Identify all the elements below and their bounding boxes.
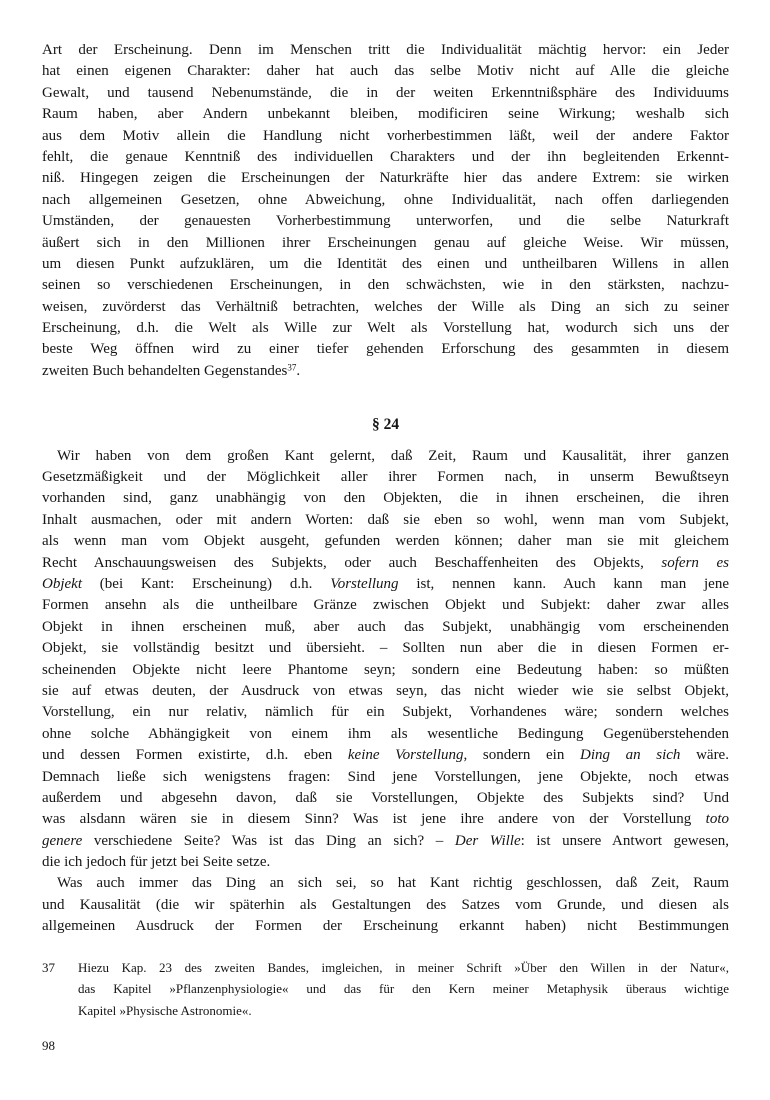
text-segment: ohne solche Abhängigkeit von einem ihm als wesentliche Bedingung Gegenüberstehenden bbox=[42, 725, 729, 742]
text-line bbox=[42, 211, 729, 232]
text-segment: ist, nennen kann. Auch kann man jene bbox=[398, 575, 730, 592]
text-segment: Recht Anschauungsweisen des Subjekts, oder auch Beschaffenheiten des Objekts, bbox=[42, 554, 662, 571]
text-segment: weisen, zuvörderst das Verhältniß betrachten, welches der Wille als Ding an sich zu seiner bbox=[42, 298, 729, 315]
text-line bbox=[42, 339, 729, 360]
text-line bbox=[42, 467, 729, 488]
text-segment: keine Vorstellung bbox=[347, 747, 464, 764]
text-segment: Ding an sich bbox=[579, 747, 681, 764]
text-line bbox=[42, 595, 729, 616]
text-segment: vorhanden sind, ganz unabhängig von den Objekten, die in ihnen erscheinen, die ihren bbox=[42, 490, 729, 507]
text-line bbox=[42, 873, 729, 894]
text-segment: verschiedene Seite? Was ist das Ding an sich? – bbox=[82, 832, 455, 849]
text-line bbox=[42, 318, 729, 339]
text-line bbox=[42, 702, 729, 723]
text-line bbox=[42, 531, 729, 552]
text-segment: sofern es bbox=[661, 554, 729, 571]
text-segment: Objekt bbox=[42, 575, 82, 592]
text-line bbox=[42, 767, 729, 788]
text-segment: (bei Kant: Erscheinung) d.h. bbox=[81, 575, 331, 592]
text-segment: aus dem Motiv allein die Handlung nicht vorherbestimmen läßt, weil der andere Faktor bbox=[42, 127, 729, 144]
paragraph bbox=[42, 446, 729, 874]
text-line bbox=[42, 510, 729, 531]
paragraph bbox=[42, 873, 729, 937]
text-segment: Formen ansehn als die untheilbare Gränze zwischen Objekt und Subjekt: daher zwar alles bbox=[42, 597, 729, 614]
text-segment: wäre. bbox=[680, 747, 729, 764]
text-segment: Was auch immer das Ding an sich sei, so hat Kant richtig geschlossen, daß Zeit, Raum bbox=[57, 875, 729, 892]
text-line bbox=[42, 233, 729, 254]
text-line bbox=[42, 660, 729, 681]
text-segment: toto bbox=[705, 811, 729, 828]
text-segment: : ist unsere Antwort gewesen, bbox=[520, 832, 730, 849]
text-line bbox=[78, 957, 729, 979]
text-segment: seinen so verschiedenen Erscheinungen, in den schwächsten, wie in den stärksten, nachzu- bbox=[42, 277, 729, 294]
paragraph bbox=[42, 40, 729, 382]
text-line bbox=[42, 168, 729, 189]
text-line bbox=[42, 831, 729, 852]
text-line bbox=[42, 104, 729, 125]
text-segment: Hiezu Kap. 23 des zweiten Bandes, imgleichen, in meiner Schrift »Über den Willen in der Natur«, bbox=[78, 959, 729, 975]
body-content bbox=[42, 40, 729, 938]
text-segment: scheinenden Objekte nicht leere Phantome seyn; sondern eine Bedeutung haben: so müßten bbox=[42, 661, 729, 678]
text-line bbox=[42, 724, 729, 745]
text-line bbox=[42, 126, 729, 147]
text-segment: sie auf etwas deuten, der Ausdruck von etwas seyn, das nicht wieder wie sie selbst Objekt, bbox=[42, 682, 729, 699]
text-segment: Raum haben, aber Andern unbekannt bleiben, modificiren seine Wirkung; weshalb sich bbox=[42, 106, 729, 123]
text-line bbox=[78, 1000, 729, 1022]
text-segment: was alsdann wären sie in diesem Sinn? Was ist jene ihre andere von der Vorstellung bbox=[42, 811, 706, 828]
text-line bbox=[42, 681, 729, 702]
text-line bbox=[42, 361, 729, 382]
text-segment: Erscheinung, d.h. die Welt als Wille zur Welt als Vorstellung hat, wodurch sich uns der bbox=[42, 320, 729, 337]
text-line bbox=[42, 916, 729, 937]
text-segment: Vorstellung bbox=[330, 575, 399, 592]
text-line bbox=[42, 254, 729, 275]
text-line bbox=[42, 809, 729, 830]
text-line bbox=[42, 852, 729, 873]
footnote-number: 37 bbox=[42, 959, 55, 975]
text-segment: beste Weg öffnen wird zu einer tiefer gehenden Erforschung des gesammten in diesem bbox=[42, 341, 729, 358]
text-line bbox=[42, 553, 729, 574]
text-block bbox=[42, 40, 729, 1021]
text-segment: Demnach ließe sich wenigstens fragen: Sind jene Vorstellungen, jene Objekte, noch etwas bbox=[42, 768, 729, 785]
text-line bbox=[42, 745, 729, 766]
text-line bbox=[42, 617, 729, 638]
text-line bbox=[42, 190, 729, 211]
footnote-reference: 37 bbox=[287, 362, 297, 373]
text-line bbox=[42, 275, 729, 296]
text-line bbox=[42, 446, 729, 467]
text-segment: und dessen Formen existirte, d.h. eben bbox=[42, 747, 348, 764]
footnote bbox=[42, 957, 729, 1022]
text-segment: . bbox=[296, 362, 301, 379]
text-segment: genere bbox=[42, 832, 83, 849]
text-line bbox=[42, 147, 729, 168]
text-line bbox=[42, 297, 729, 318]
text-segment: nach allgemeinen Gesetzen, ohne Abweichung, ohne Individualität, nach offen darliegenden bbox=[42, 191, 729, 208]
text-line bbox=[42, 788, 729, 809]
text-segment: Vorstellung, ein nur relativ, nämlich für ein Subjekt, Vorhandenes wäre; sondern welches bbox=[42, 704, 729, 721]
text-segment: äußert sich in den Millionen ihrer Erscheinungen genau auf gleiche Weise. Wir müssen, bbox=[42, 234, 729, 251]
footnote-text bbox=[78, 957, 729, 1022]
text-segment: Wir haben von dem großen Kant gelernt, daß Zeit, Raum und Kausalität, ihrer ganzen bbox=[57, 447, 729, 464]
text-line bbox=[42, 638, 729, 659]
text-segment: Der Wille bbox=[454, 832, 521, 849]
text-segment: hat einen eigenen Charakter: daher hat auch das selbe Motiv nicht auf Alle die gleiche bbox=[42, 63, 729, 80]
text-segment: Kapitel »Physische Astronomie«. bbox=[78, 1002, 252, 1018]
text-segment: Umständen, der genauesten Vorherbestimmung unterworfen, und die selbe Naturkraft bbox=[42, 213, 729, 230]
text-line bbox=[42, 488, 729, 509]
page-number: 98 bbox=[42, 1038, 55, 1053]
text-segment: um diesen Punkt aufzuklären, um die Identität des einen und untheilbaren Willens in allen bbox=[42, 255, 729, 272]
text-segment: als wenn man vom Objekt ausgeht, gefunden werden können; daher man sie mit gleichem bbox=[42, 533, 729, 550]
text-segment: allgemeinen Ausdruck der Formen der Erscheinung erkannt haben) nicht Bestimmungen bbox=[42, 918, 729, 935]
text-segment: und Kausalität (die wir späterhin als Gestaltungen des Satzes vom Grunde, und diesen als bbox=[42, 896, 729, 913]
text-line bbox=[42, 895, 729, 916]
text-segment: zweiten Buch behandelten Gegenstandes bbox=[42, 362, 288, 379]
text-line bbox=[42, 61, 729, 82]
text-line bbox=[42, 574, 729, 595]
text-segment: , sondern ein bbox=[463, 747, 580, 764]
text-segment: Inhalt ausmachen, oder mit andern Worten: daß sie eben so wohl, wenn man vom Subjekt, bbox=[42, 511, 729, 528]
section-heading: § 24 bbox=[371, 416, 400, 434]
text-segment: niß. Hingegen zeigen die Erscheinungen der Naturkräfte hier das andere Extrem: sie wirken bbox=[42, 170, 729, 187]
text-segment: Gesetzmäßigkeit und der Möglichkeit aller ihrer Formen nach, in unserm Bewußtseyn bbox=[42, 469, 729, 486]
text-segment: außerdem und abgesehn davon, daß sie Vorstellungen, Objekte des Subjekts sind? Und bbox=[42, 789, 729, 806]
text-segment: die ich jedoch für jetzt bei Seite setze. bbox=[42, 854, 271, 871]
text-segment: Art der Erscheinung. Denn im Menschen tritt die Individualität mächtig hervor: ein Jeder bbox=[42, 42, 729, 58]
text-line bbox=[42, 83, 729, 104]
text-segment: Gewalt, und tausend Nebenumstände, die in der weiten Erkenntnißsphäre des Individuums bbox=[42, 84, 729, 101]
text-segment: Objekt, sie vollständig besitzt und übersieht. – Sollten nun aber die in diesen Formen er- bbox=[42, 640, 729, 657]
text-line bbox=[42, 40, 729, 61]
text-line bbox=[78, 978, 729, 1000]
text-segment: fehlt, die genaue Kenntniß des individuellen Charakters und der ihn begleitenden Erkennt- bbox=[42, 148, 729, 165]
text-segment: das Kapitel »Pflanzenphysiologie« und das für den Kern meiner Metaphysik überaus wichtige bbox=[78, 981, 729, 997]
text-segment: Objekt in ihnen erscheinen muß, aber auch das Subjekt, unabhängig vom erscheinenden bbox=[42, 618, 729, 635]
